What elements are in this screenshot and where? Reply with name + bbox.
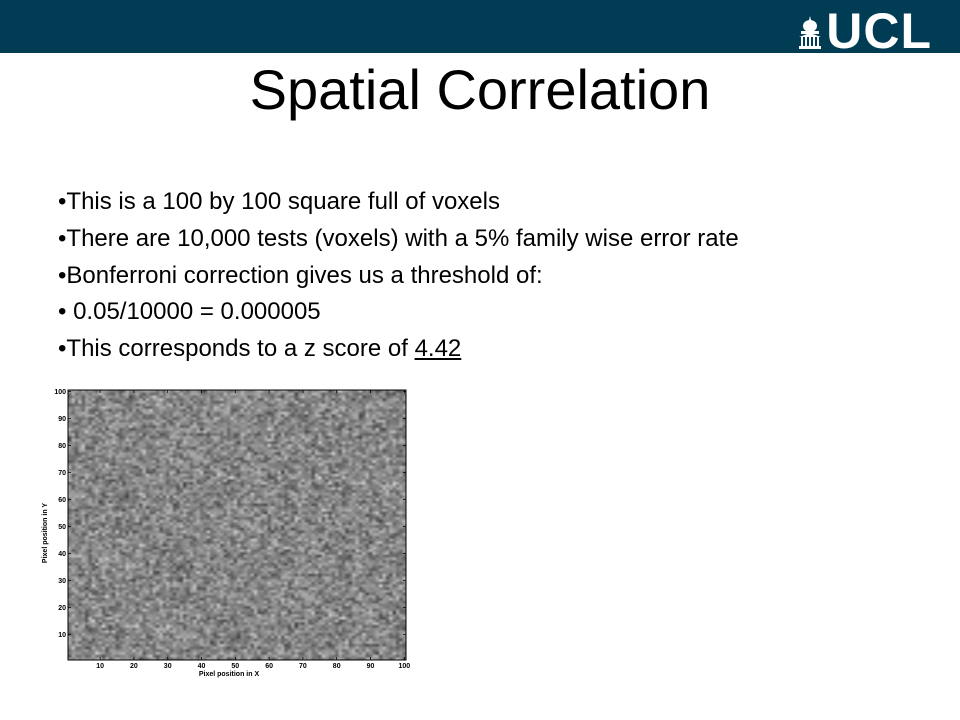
- header-bar: [0, 0, 960, 59]
- x-tick-label: 50: [231, 663, 240, 670]
- y-tick-label: 10: [58, 631, 66, 639]
- bullet-text: 0.05/10000 = 0.000005: [73, 298, 321, 326]
- bullet-item: [58, 331, 960, 368]
- y-tick-label: 100: [54, 388, 66, 396]
- y-tick-label: 20: [58, 604, 66, 612]
- heatmap-svg: [38, 384, 414, 680]
- bullet-text: Bonferroni correction gives us a threshold of:: [66, 261, 543, 289]
- y-tick-label: 30: [58, 577, 66, 585]
- bullet-mark: •: [58, 188, 67, 215]
- y-tick-label: 90: [58, 415, 66, 423]
- logo-text: UCL: [826, 3, 932, 59]
- noise-heatmap-chart: [38, 384, 414, 680]
- x-tick-label: 10: [96, 663, 105, 670]
- portico-icon: [798, 16, 822, 50]
- bullet-text: This is a 100 by 100 square full of voxels: [66, 188, 500, 215]
- x-tick-label: 40: [197, 663, 206, 670]
- bullet-mark: •: [58, 261, 67, 289]
- slide-title: Spatial Correlation: [249, 58, 711, 121]
- y-tick-label: 50: [58, 523, 66, 531]
- y-tick-label: 70: [58, 469, 66, 477]
- x-tick-label: 80: [332, 663, 341, 670]
- y-tick-label: 80: [58, 442, 66, 450]
- bullet-mark: •: [58, 224, 67, 252]
- x-tick-label: 100: [398, 663, 411, 670]
- y-axis-label: Pixel position in Y: [42, 502, 49, 564]
- ucl-logo: [798, 3, 932, 59]
- x-tick-label: 70: [299, 663, 307, 670]
- heatmap-image: [68, 390, 406, 660]
- y-tick-label: 60: [58, 496, 66, 504]
- z-score-value: 4.42: [414, 335, 462, 363]
- x-tick-label: 30: [163, 663, 172, 670]
- bullet-item: [58, 294, 960, 331]
- x-tick-label: 90: [366, 663, 375, 670]
- bullet-text: There are 10,000 tests (voxels) with a 5% family wise error rate: [66, 224, 739, 252]
- bullet-list: [58, 184, 960, 368]
- bullet-item: [58, 184, 960, 221]
- y-tick-label: 40: [58, 550, 66, 558]
- bullet-item: [58, 221, 960, 258]
- x-axis-label: Pixel position in X: [198, 671, 260, 678]
- x-tick-label: 60: [265, 663, 274, 670]
- bullet-item: [58, 258, 960, 295]
- x-tick-label: 20: [130, 663, 138, 670]
- bullet-mark: •: [58, 335, 67, 363]
- bullet-mark: •: [58, 298, 74, 326]
- bullet-text: This corresponds to a z score of: [66, 335, 415, 363]
